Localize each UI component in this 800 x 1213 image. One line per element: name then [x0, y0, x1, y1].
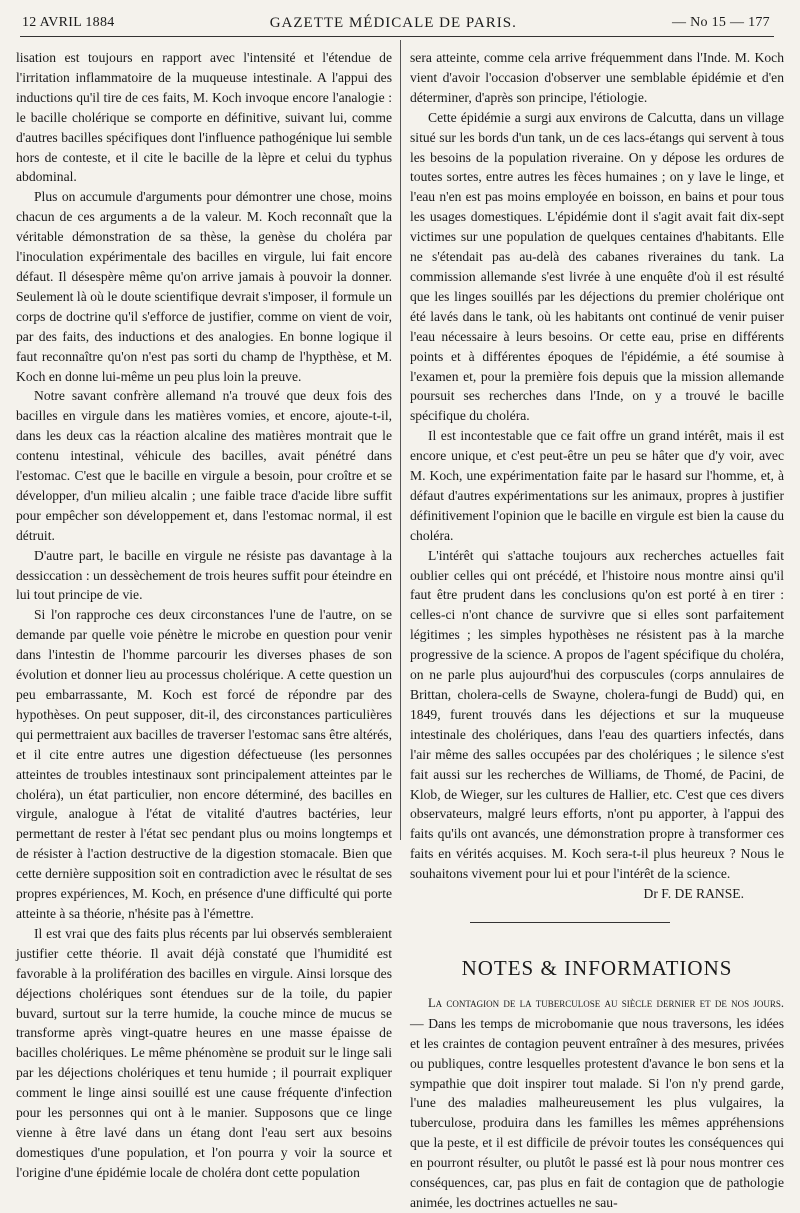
page-header: [22, 12, 770, 34]
left-paragraph: Si l'on rapproche ces deux circonstances l'une de l'autre, on se demande par quelle voie pénètre le microbe en question pour venir dans l'intestin de l'homme parcourir les diverses phases de son évolution et donner lieu au processus cholérique. A cette question un peu embarrassante, M. Koch est forcé de répondre par des hypothèses. On peut supposer, dit-il, des circonstances particulières qui permettraient aux bacilles de traverser l'estomac sans être altérés, et il cite entre autres une digestion défectueuse (les personnes atteintes de troubles intestinaux sont principalement atteintes par le choléra), un état particulier, non encore déterminé, des bacilles en virgule, analogue à l'état de vitalité d'autres bactéries, leur permettant de rester à l'état sec pendant plus ou moins longtemps et de résister à l'action destructive de la digestion stomacale. Bien que cette dernière supposition soit en contradiction avec le résultat de ses propres expériences, M. Koch, en présence d'une difficulté qui porte atteinte à sa théorie, n'hésite pas à l'émettre.: [16, 607, 392, 921]
header-title: GAZETTE MÉDICALE DE PARIS.: [269, 14, 517, 31]
section-rule: [470, 922, 670, 923]
notes-section: [410, 993, 784, 1213]
left-paragraph: Notre savant confrère allemand n'a trouvé que deux fois des bacilles en virgule dans les matières vomies, et encore, ajoute-t-il, dans les deux cas la réaction alcaline des matières montrait que le contenu intestinal, véhicule des bacilles, avait pénétré dans l'estomac. C'est que le bacille en virgule a besoin, pour croître et se développer, d'un milieu alcalin ; une faible trace d'acide libre suffit pour empêcher son développement et, dans l'estomac normal, il est détruit.: [16, 388, 392, 543]
right-column: [410, 48, 784, 1213]
header-date: 12 AVRIL 1884: [22, 15, 115, 30]
notes-lead: La contagion de la tuberculose au siècle dernier et de nos jours.: [428, 995, 784, 1010]
left-column: [16, 48, 392, 1183]
notes-heading: NOTES & INFORMATIONS: [461, 955, 733, 980]
right-paragraph: Cette épidémie a surgi aux environs de Calcutta, dans un village situé sur les bords d'un tank, un de ces lacs-étangs qui servent à tous les besoins de la population riveraine. On y dépose les ordures de toutes sortes, entre autres les fèces humaines ; on y lave le linge, et l'eau n'en est pas moins employée en boisson, en bains et pour tous les usages domestiques. L'épidémie dont il s'agit avait fait dix-sept victimes sur une population de quelques centaines d'habitants. Elle ne s'étendait pas au-delà des cabanes riveraines du tank. La commission allemande s'est livrée à une enquête d'où il est résulté que les linges souillés par les déjections du premier cholérique ont été lavés dans le tank, où les habitants ont continué de venir puiser l'eau nécessaire à leurs besoins. Or cette eau, prise en différents points et à différentes époques de l'épidémie, a été soumise à l'examen et, pour la première fois depuis que la mission allemande poursuit ses recherches dans l'Inde, on y a trouvé le bacille spécifique du choléra.: [410, 109, 784, 424]
column-divider: [400, 40, 401, 840]
right-paragraph: L'intérêt qui s'attache toujours aux recherches actuelles fait oublier celles qui ont précédé, et l'histoire nous montre ainsi qu'il faut être prudent dans les conclusions qu'on est porté à en tirer : celles-ci n'ont chance de survivre que si elles sont parfaitement légitimes ; les simples hypothèses ne résistent pas à la marche progressive de la science. A propos de l'agent spécifique du choléra, on ne parle plus aujourd'hui des corpuscules (corps annulaires de Brittan, cholera-cells de Swayne, cholera-fungi de Budd) qui, en 1849, furent trouvés dans les déjections et sur la muqueuse intestinale des cholériques, dans l'eau des quartiers infectés, dans l'air même des salles occupées par des cholériques ; le silence s'est fait aussi sur les recherches de Williams, de Thomé, de Pacini, de Klob, de Wieger, sur les cultures de Hallier, etc. C'est que ces divers observateurs, malgré leurs efforts, n'ont pu apporter, à l'appui des faits qu'ils ont avancés, une démonstration propre à transformer ces faits en vérités acquises. M. Koch sera-t-il plus heureux ? Nous le souhaitons vivement pour lui et pour l'intérêt de la science.: [410, 547, 784, 882]
header-issue: — No 15 — 177: [671, 15, 770, 30]
left-paragraph: D'autre part, le bacille en virgule ne résiste pas davantage à la dessiccation : un dessèchement de trois heures suffit pour éteindre en lui tout principe de vie.: [16, 547, 392, 603]
left-paragraph: Plus on accumule d'arguments pour démontrer une chose, moins chacun de ces arguments a de la valeur. M. Koch reconnaît que la véritable démonstration de sa thèse, la genèse du choléra par l'inoculation expérimentale des bacilles en virgule, lui fait encore défaut. Il désespère même qu'on arrive jamais à pouvoir la donner. Seulement là où le doute scientifique devrait s'imposer, il formule un corps de doctrine qu'il s'efforce de justifier, comme on vient de voir, par des faits, des inductions et des analogies. En bonne logique il faut reconnaître qu'on n'est pas sorti du champ de l'hypthèse, et M. Koch en donne lui-même un peu plus loin la preuve.: [16, 189, 392, 384]
signature: Dr F. DE RANSE.: [643, 886, 744, 902]
right-paragraph: Il est incontestable que ce fait offre un grand intérêt, mais il est encore unique, et c'est peut-être un peu se hâter que d'y voir, avec M. Koch, une expérimentation faite par le hasard sur l'homme, et, à défaut d'autres expérimentations sur les animaux, propres à justifier définitivement l'opinion que le bacille en virgule est bien la cause du choléra.: [410, 428, 784, 543]
left-paragraph: lisation est toujours en rapport avec l'intensité et l'étendue de l'irritation inflammatoire de la muqueuse intestinale. A l'appui des inductions qu'il tire de ces faits, M. Koch invoque encore l'analogie : le bacille cholérique se comporte en définitive, suivant lui, comme d'autres bacilles spécifiques dont l'influence pathogénique lui semble hors de conteste, et il cite le bacille de la lèpre et celui du typhus abdominal.: [16, 50, 392, 185]
left-paragraph: Il est vrai que des faits plus récents par lui observés sembleraient justifier cette théorie. Il avait déjà constaté que l'humidité est favorable à la prolifération des bacilles en virgule. Ainsi lorsque des déjections cholériques sont étendues sur de la toile, du papier buvard, surtout sur la terre humide, la couche mince de mucus se transforme après vingt-quatre heures en une masse épaisse de bacilles cholériques. Le même phénomène se produit sur le linge sali par les déjections cholériques et tenu humide ; il pourrait expliquer comment le linge ainsi souillé est une cause fréquente d'infection pour les personnes qui ont à le manier. Supposons que ce linge vienne à être lavé dans un étang dont l'eau sert aux besoins domestiques d'une population, et l'on pourra y voir la source et l'origine d'une épidémie locale de choléra dont cette population: [16, 925, 392, 1180]
right-paragraph: sera atteinte, comme cela arrive fréquemment dans l'Inde. M. Koch vient d'avoir l'occasion d'observer une semblable épidémie et d'en déterminer, d'après son principe, l'étiologie.: [410, 50, 784, 105]
notes-text: — Dans les temps de microbomanie que nous traversons, les idées et les craintes de contagion peuvent entraîner à des mesures, privées ou publiques, contre lesquelles protestent d'avance le bon sens et la sympathie que doit inspirer tout malade. Si l'on n'y prend garde, l'une des maladies malheureusement les plus vulgaires, la tuberculose, produira dans les familles les mêmes appréhensions que la peste, et il est difficile de prévoir toutes les conséquences qui en pourront résulter, ou plutôt le passé est là pour nous montrer ces conséquences, car, pas plus en fait de contagion que de pathologie animée, les doctrines actuelles ne sau-: [410, 1015, 784, 1210]
header-rule: [20, 36, 774, 37]
notes-paragraph: [410, 993, 784, 1213]
